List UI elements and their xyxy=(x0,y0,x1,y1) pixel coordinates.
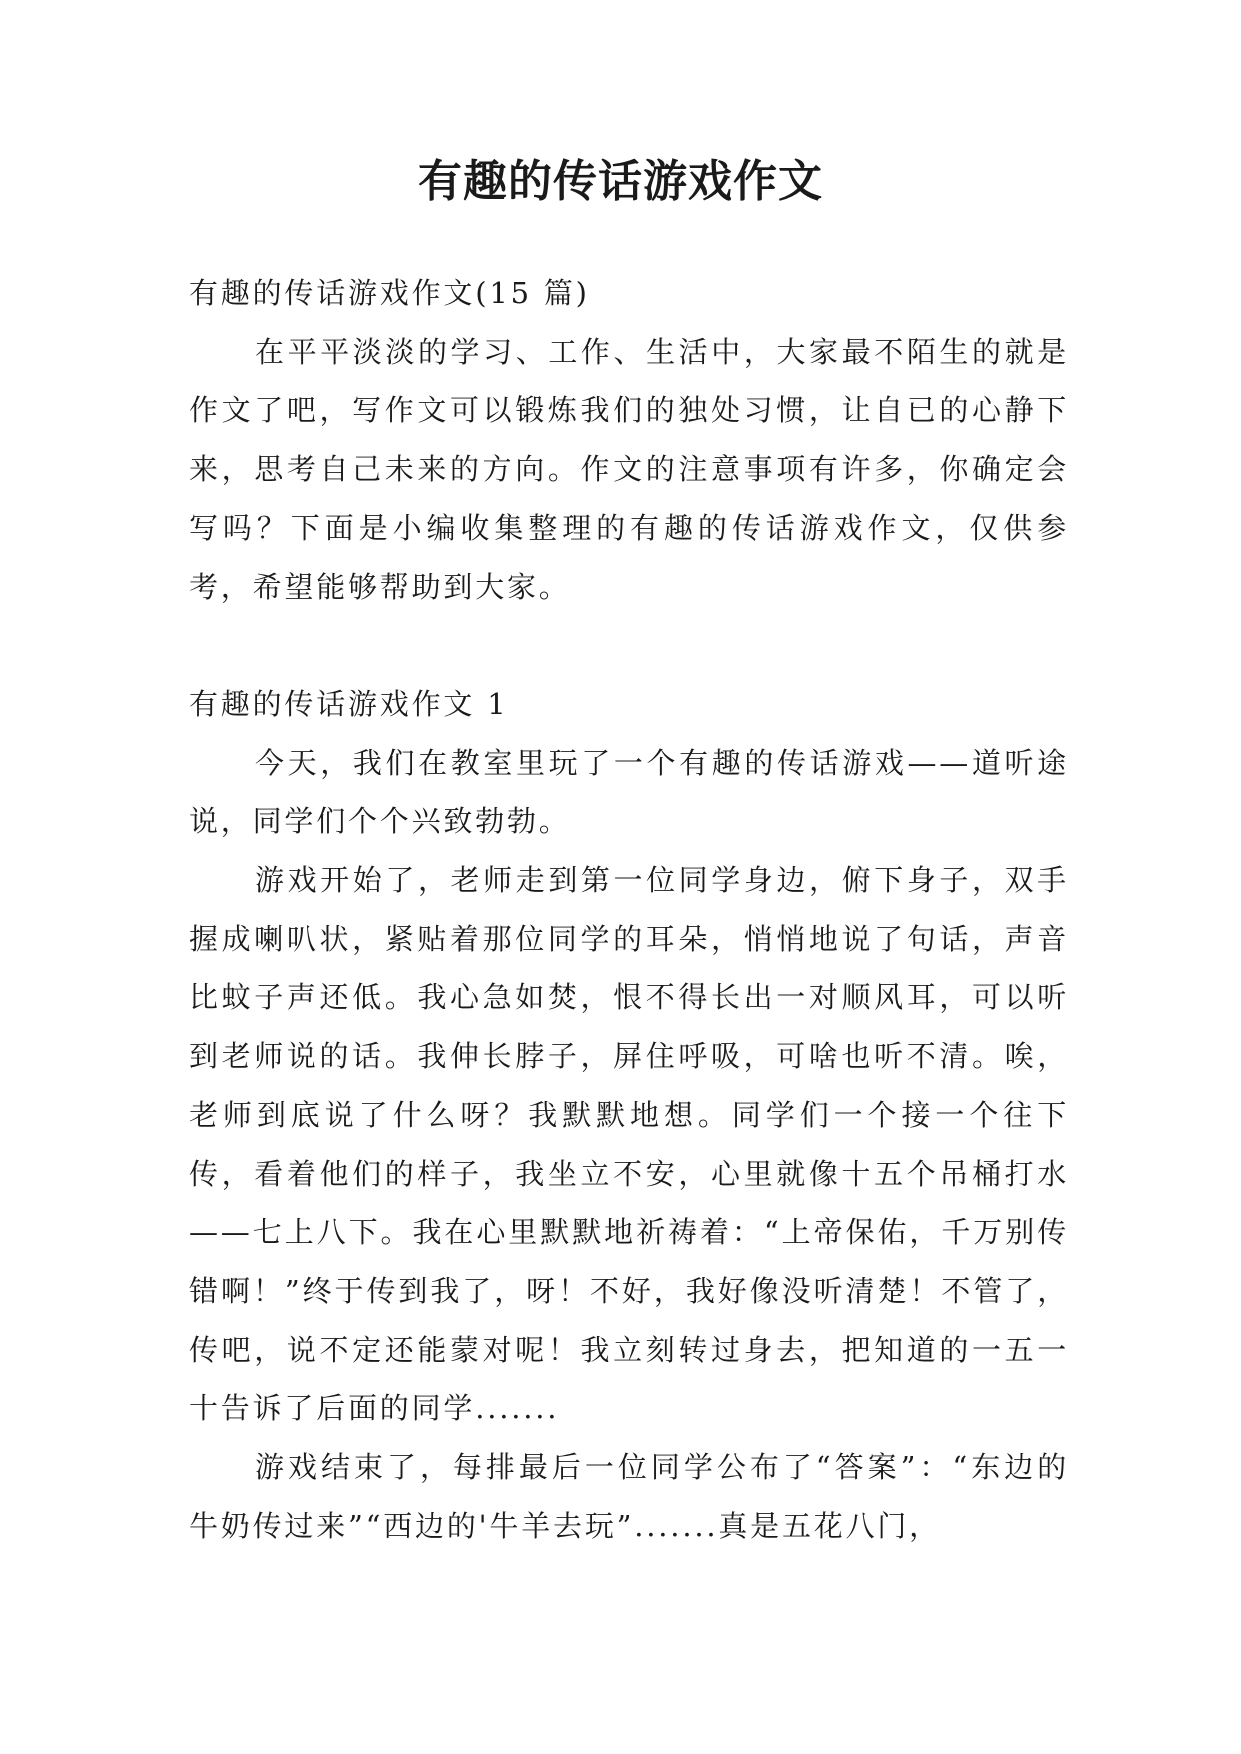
section-heading: 有趣的传话游戏作文 1 xyxy=(189,686,509,721)
body-paragraph-3: 游戏结束了，每排最后一位同学公布了“答案”：“东边的牛奶传过来”“西边的'牛羊去玩”.......真是五花八门， xyxy=(189,1450,1069,1543)
body-paragraph-2: 游戏开始了，老师走到第一位同学身边，俯下身子，双手握成喇叭状，紧贴着那位同学的耳朵，悄悄地说了句话，声音比蚊子声还低。我心急如焚，恨不得长出一对顺风耳，可以听到老师说的话。我伸长脖子，屏住呼吸，可啥也听不清。唉，老师到底说了什么呀？我默默地想。同学们一个接一个往下传，看着他们的样子，我坐立不安，心里就像十五个吊桶打水——七上八下。我在心里默默地祈祷着：“上帝保佑，千万别传错啊！”终于传到我了，呀！不好，我好像没听清楚！不管了，传吧，说不定还能蒙对呢！我立刻转过身去，把知道的一五一十告诉了后面的同学....... xyxy=(189,862,1069,1426)
intro-paragraph: 在平平淡淡的学习、工作、生活中，大家最不陌生的就是作文了吧，写作文可以锻炼我们的独处习惯，让自已的心静下来，思考自己未来的方向。作文的注意事项有许多，你确定会写吗？下面是小编收集整理的有趣的传话游戏作文，仅供参考，希望能够帮助到大家。 xyxy=(189,334,1069,604)
document-title: 有趣的传话游戏作文 xyxy=(418,156,823,207)
document-body xyxy=(189,264,1069,1555)
collection-subtitle: 有趣的传话游戏作文(15 篇) xyxy=(189,276,590,310)
paragraph-spacer xyxy=(189,616,1069,675)
body-paragraph-1: 今天，我们在教室里玩了一个有趣的传话游戏——道听途说，同学们个个兴致勃勃。 xyxy=(189,745,1069,839)
